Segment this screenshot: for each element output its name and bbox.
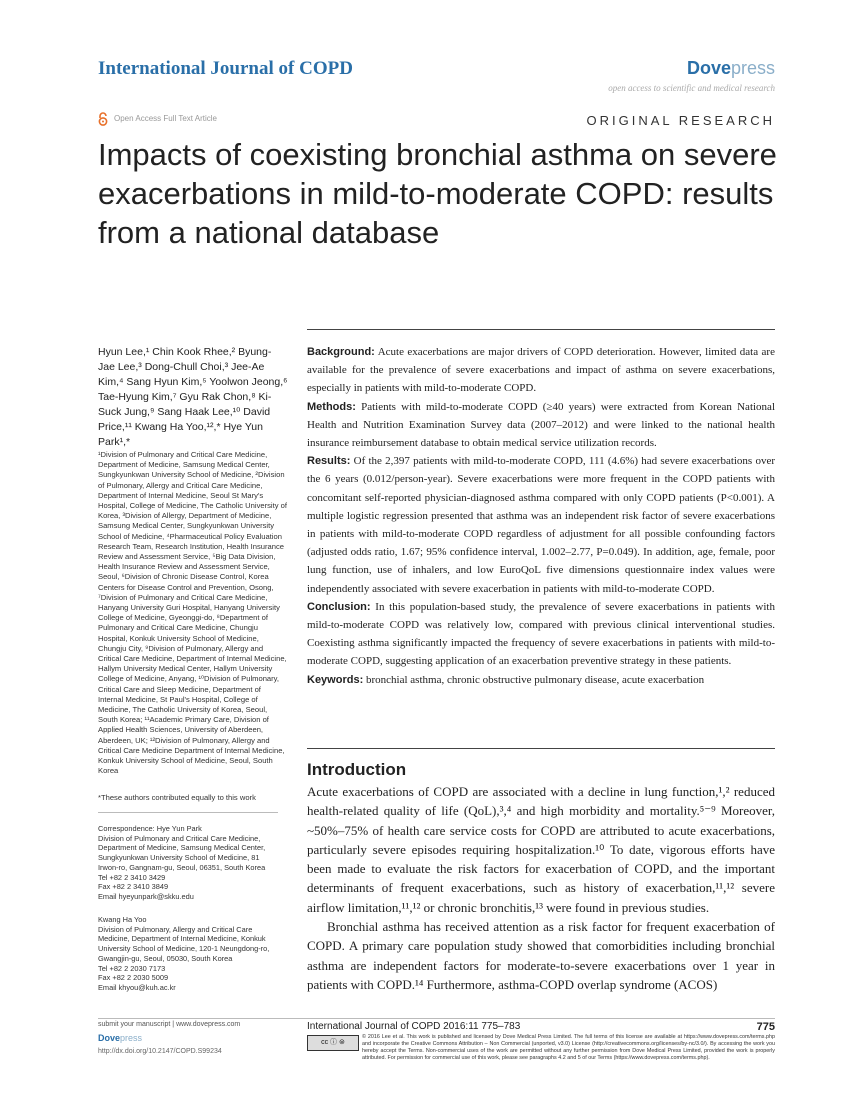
publisher-tagline: open access to scientific and medical research <box>608 83 775 93</box>
footer-publisher-light: press <box>120 1033 143 1043</box>
corr-line: Tel +82 2 2030 7173 <box>98 963 166 973</box>
corr-line: University School of Medicine, 120-1 Neungdong-ro, <box>98 944 270 954</box>
correspondence-divider <box>98 812 278 813</box>
abstract-results <box>307 452 775 598</box>
affiliations: ¹Division of Pulmonary and Critical Care Medicine, Department of Medicine, Samsung Medical Center, Sungkyunkwan University School of Medicine, ²Division of Pulmonary, Allergy and Critical Care Medicine, Department of Internal Medicine, Seoul St Mary's Hospital, College of Medicine, The Catholic University of Korea, ³Division of Allergy, Department of Medicine, Samsung Medical Center, Sungkyunkwan University School of Medicine, ⁴Pharmaceutical Policy Evaluation Research Team, Research Institution, Health Insurance Review and Assessment Service, ⁵Big Data Division, Health Insurance Review and Assessment Service, Seoul, ⁶Division of Chronic Disease Control, Korea Centers for Disease Control and Prevention, Osong, ⁷Division of Pulmonary and Critical Care Medicine, Hanyang University Guri Hospital, Hanyang University College of Medicine, Gyeonggi-do, ⁸Department of Pulmonary and Critical Care Medicine, Chungju Hospital, Konkuk University School of Medicine, Chungju City, ⁹Division of Pulmonary, Allergy and Critical Care Medicine, Department of Internal Medicine, Hallym University Medical Center, Hallym University College of Medicine, Anyang, ¹⁰Division of Pulmonary, Critical Care and Sleep Medicine, Department of Internal Medicine, St Paul's Hospital, College of Medicine, The Catholic University of Korea, Seoul, South Korea; ¹¹Academic Primary Care, Division of Applied Health Sciences, University of Aberdeen, Aberdeen, UK; ¹²Division of Pulmonary, Allergy and Critical Care Medicine Department of Internal Medicine, Konkuk University School of Medicine, Seoul, South Korea <box>98 450 287 776</box>
abstract-label: Keywords: <box>307 673 364 686</box>
submit-manuscript-link[interactable]: submit your manuscript | www.dovepress.com <box>98 1021 241 1028</box>
abstract-bottom-divider <box>307 748 775 749</box>
abstract-label: Methods: <box>307 400 356 413</box>
abstract-keywords <box>307 671 775 689</box>
corr-email[interactable]: Email khyou@kuh.ac.kr <box>98 982 176 992</box>
creative-commons-badge[interactable]: cc ⓘ ⊜ <box>307 1035 359 1051</box>
abstract-text: In this population-based study, the prevalence of severe exacerbations in patients with mild-to-moderate COPD was relatively low, compared with previous clinical interventional studies. Coexisting asthma significantly impacted the frequency of severe exacerbations in patients with mild-to-moderate COPD, suggesting application of an exacerbation preventive strategy in these patients. <box>307 600 775 668</box>
section-heading-introduction: Introduction <box>307 760 407 779</box>
corr-email[interactable]: Email hyeyunpark@skku.edu <box>98 891 194 901</box>
publisher-logo[interactable] <box>687 58 775 79</box>
open-access-label: Open Access Full Text Article <box>114 114 218 123</box>
footer-divider <box>98 1018 775 1019</box>
abstract <box>307 343 775 689</box>
page-number: 775 <box>756 1021 775 1033</box>
equal-contribution-note: *These authors contributed equally to this work <box>98 793 256 802</box>
publisher-name-bold: Dove <box>686 58 731 78</box>
abstract-background <box>307 343 775 398</box>
corr-line: Fax +82 2 2030 5009 <box>98 973 169 983</box>
license-text: © 2016 Lee et al. This work is published and licensed by Dove Medical Press Limited. The full terms of this license are available at https://www.dovepress.com/terms.php and incorporate the Creative Commons Attribution – Non Commercial (unported, v3.0) License (http://creativecommons.org/licenses/by-nc/3.0/). By accessing the work you hereby accept the Terms. Non-commercial uses of the work are permitted without any further permission from Dove Medical Press Limited, provided the work is properly attributed. For permission for commercial use of this work, please see paragraphs 4.2 and 5 of our Terms (https://www.dovepress.com/terms.php). <box>362 1034 775 1061</box>
corr-line: Division of Pulmonary and Critical Care Medicine, <box>98 833 261 843</box>
corr-line: Kwang Ha Yoo <box>98 915 147 924</box>
corr-line: Tel +82 2 3410 3429 <box>98 872 166 882</box>
corr-line: Division of Pulmonary, Allergy and Critical Care <box>98 924 253 934</box>
abstract-label: Results: <box>307 455 351 468</box>
intro-paragraph: Bronchial asthma has received attention as a risk factor for frequent exacerbation of COPD. A primary care population study showed that comorbidities including bronchial asthma are independent factors for moderate-to-severe exacerbations over 1 year in patients with COPD.¹⁴ Furthermore, asthma-COPD overlap syndrome (ACOS) <box>307 919 775 992</box>
doi-link[interactable]: http://dx.doi.org/10.2147/COPD.S99234 <box>98 1048 222 1055</box>
abstract-text: Acute exacerbations are major drivers of COPD deterioration. However, limited data are available for the prevalence of severe exacerbations and impact of asthma on severe exacerbations, especially in patients with mild-to-moderate COPD. <box>307 346 775 395</box>
article-title: Impacts of coexisting bronchial asthma on severe exacerbations in mild-to-moderate COPD: results from a national database <box>98 137 777 250</box>
corr-line: Correspondence: Hye Yun Park <box>98 824 202 833</box>
footer-publisher-logo[interactable] <box>98 1033 142 1043</box>
publisher-name-light: press <box>730 58 775 78</box>
abstract-conclusion <box>307 598 775 671</box>
corr-line: Gwangjin-gu, Seoul, 05030, South Korea <box>98 953 233 963</box>
abstract-label: Background: <box>307 346 375 358</box>
citation: International Journal of COPD 2016:11 775–783 <box>307 1021 521 1032</box>
journal-title: International Journal of COPD <box>98 58 353 79</box>
introduction-body <box>307 782 775 994</box>
footer-publisher-bold: Dove <box>98 1033 121 1043</box>
abstract-text: Of the 2,397 patients with mild-to-moderate COPD, 111 (4.6%) had severe exacerbations over the 6 years (0.012/person-year). Severe exacerbations were more frequent in the COPD patients with concomitant self-reported physician-diagnosed asthma compared with only COPD patients (P<0.001). A multiple logistic regression presented that asthma was an independent risk factor of severe exacerbations in patients with mild-to-moderate COPD regardless of adjustment for all possible confounding factors (adjusted odds ratio, 1.67; 95% confidence interval, 1.002–2.77, P=0.049). In addition, age, female, poor lung function, use of inhalers, and low EuroQoL five dimensions questionnaire index values were independently associated with severe exacerbation in patients with mild-to-moderate COPD. <box>307 455 775 595</box>
author-list: Hyun Lee,¹ Chin Kook Rhee,² Byung-Jae Lee,³ Dong-Chull Choi,³ Jee-Ae Kim,⁴ Sang Hyun Kim,⁵ Yoolwon Jeong,⁶ Tae-Hyung Kim,⁷ Gyu Rak Chon,⁸ Ki-Suck Jung,⁹ Sang Haak Lee,¹⁰ David Price,¹¹ Kwang Ha Yoo,¹²,* Hye Yun Park¹,* <box>98 346 288 448</box>
abstract-text: Patients with mild-to-moderate COPD (≥40 years) were extracted from Korean National Health and Nutrition Examination Survey data (2007–2012) and were linked to the national health insurance reimbursement database to obtain medical service utilization records. <box>307 400 775 450</box>
abstract-top-divider <box>307 329 775 330</box>
article-type: ORIGINAL RESEARCH <box>586 113 775 128</box>
correspondence-primary <box>98 824 288 902</box>
corr-line: Fax +82 2 3410 3849 <box>98 882 169 892</box>
abstract-methods <box>307 398 775 453</box>
corr-line: Medicine, Department of Internal Medicine, Konkuk <box>98 934 266 944</box>
correspondence-secondary <box>98 915 288 993</box>
intro-paragraph: Acute exacerbations of COPD are associated with a decline in lung function,¹,² reduced health-related quality of life (QoL),³,⁴ and high morbidity and mortality.⁵⁻⁹ Moreover, ~50%–75% of health care service costs for COPD are attributed to acute exacerbations, particularly severe episodes requiring hospitalization.¹⁰ To date, vigorous efforts have been made to evaluate the risk factors for exacerbation of COPD, and the important determinants of frequent exacerbations, such as history of exacerbation,¹¹,¹² severe airflow limitation,¹¹,¹² or chronic bronchitis,¹³ were found in previous studies. <box>307 784 775 915</box>
corr-line: Sungkyunkwan University School of Medicine, 81 <box>98 853 260 863</box>
corr-line: Irwon-ro, Gangnam-gu, Seoul, 06351, South Korea <box>98 862 266 872</box>
abstract-text: bronchial asthma, chronic obstructive pulmonary disease, acute exacerbation <box>366 673 705 686</box>
corr-line: Department of Medicine, Samsung Medical Center, <box>98 843 266 853</box>
open-access-icon <box>97 112 109 126</box>
abstract-label: Conclusion: <box>307 600 371 613</box>
